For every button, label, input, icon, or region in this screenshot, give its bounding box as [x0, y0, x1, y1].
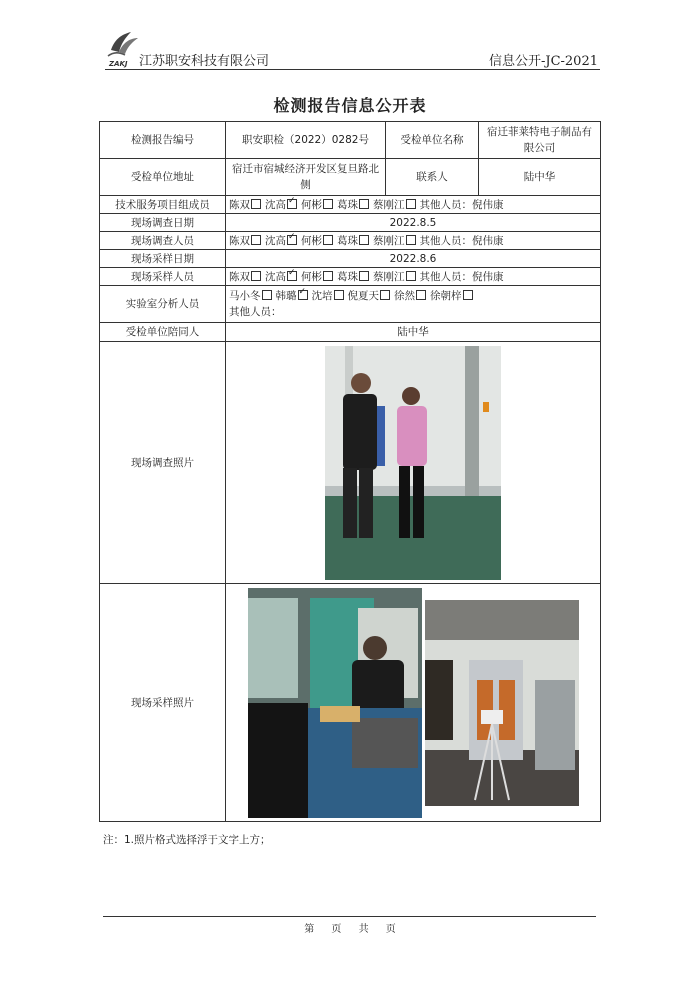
staff-name: 陈双 — [229, 234, 250, 247]
footer-divider — [103, 916, 596, 917]
survey-other: 其他人员：倪伟康 — [419, 234, 504, 247]
page-number: 第 页 共 页 — [304, 924, 396, 935]
survey-date-value: 2022.8.5 — [226, 214, 601, 232]
table-row — [100, 159, 601, 196]
escort-value: 陆中华 — [226, 323, 601, 342]
contact-value: 陆中华 — [479, 159, 601, 196]
table-row — [100, 342, 601, 584]
sampling-other: 其他人员：倪伟康 — [419, 270, 504, 283]
table-row — [100, 286, 601, 323]
sampling-photos — [229, 588, 597, 818]
checked-box-icon — [287, 271, 297, 281]
sampling-photo-2 — [425, 600, 579, 806]
document-number: 信息公开-JC-2021 — [488, 54, 598, 69]
staff-name: 马小冬 — [229, 290, 261, 302]
sampling-photo-1-image — [248, 588, 422, 818]
address-value: 宿迁市宿城经济开发区复旦路北侧 — [226, 159, 386, 196]
staff-name: 蔡刚江 — [373, 198, 405, 211]
checkbox-icon — [323, 199, 333, 209]
staff-name: 葛珠 — [337, 234, 358, 247]
table-row — [100, 268, 601, 286]
checkbox-icon — [323, 271, 333, 281]
sampling-staff-label: 现场采样人员 — [100, 268, 226, 286]
sampling-date-label: 现场采样日期 — [100, 250, 226, 268]
header-divider — [105, 69, 600, 70]
staff-name: 徐然 — [394, 290, 415, 302]
staff-name: 蔡刚江 — [373, 234, 405, 247]
checkbox-icon — [334, 290, 344, 300]
checkbox-icon — [359, 271, 369, 281]
staff-name: 徐朝梓 — [430, 290, 462, 302]
staff-name: 陈双 — [229, 198, 250, 211]
sampling-staff-list — [226, 268, 601, 286]
team-list — [226, 196, 601, 214]
staff-name: 何彬 — [301, 198, 322, 211]
checkbox-icon — [380, 290, 390, 300]
checkbox-icon — [463, 290, 473, 300]
company-logo — [105, 30, 141, 68]
table-row — [100, 584, 601, 822]
staff-name: 沈高 — [265, 198, 286, 211]
checked-box-icon — [287, 235, 297, 245]
staff-name: 韩璐 — [275, 290, 297, 302]
checkbox-icon — [359, 235, 369, 245]
table-row — [100, 232, 601, 250]
checkbox-icon — [251, 235, 261, 245]
company-name: 江苏职安科技有限公司 — [139, 54, 270, 69]
checkbox-icon — [406, 271, 416, 281]
lab-label: 实验室分析人员 — [100, 286, 226, 323]
table-row — [100, 323, 601, 342]
table-row — [100, 196, 601, 214]
staff-name: 何彬 — [301, 234, 322, 247]
checkbox-icon — [416, 290, 426, 300]
logo-text: ZAKJ — [109, 60, 128, 68]
staff-name: 沈高 — [265, 270, 286, 283]
team-label: 技术服务项目组成员 — [100, 196, 226, 214]
staff-name: 葛珠 — [337, 198, 358, 211]
survey-photo-cell — [226, 342, 601, 584]
escort-label: 受检单位陪同人 — [100, 323, 226, 342]
page-header — [105, 30, 600, 72]
checkbox-icon — [406, 199, 416, 209]
table-row — [100, 214, 601, 232]
checkbox-icon — [251, 199, 261, 209]
checked-box-icon — [287, 199, 297, 209]
staff-name: 沈高 — [265, 234, 286, 247]
checkbox-icon — [406, 235, 416, 245]
address-label: 受检单位地址 — [100, 159, 226, 196]
info-table — [99, 121, 601, 822]
report-no-label: 检测报告编号 — [100, 122, 226, 159]
staff-name: 葛珠 — [337, 270, 358, 283]
staff-name: 倪夏天 — [347, 290, 379, 302]
survey-photo-label: 现场调查照片 — [100, 342, 226, 584]
table-row — [100, 250, 601, 268]
survey-staff-list — [226, 232, 601, 250]
staff-name: 陈双 — [229, 270, 250, 283]
checkbox-icon — [359, 199, 369, 209]
checkbox-icon — [262, 290, 272, 300]
checkbox-icon — [251, 271, 261, 281]
staff-name: 沈培 — [311, 290, 333, 302]
sampling-photo-1 — [248, 588, 422, 818]
survey-staff-label: 现场调查人员 — [100, 232, 226, 250]
lab-staff-list — [226, 286, 601, 323]
page-title: 检测报告信息公开表 — [273, 96, 427, 115]
report-no-value: 职安职检（2022）0282号 — [226, 122, 386, 159]
sampling-photo-cell — [226, 584, 601, 822]
footnote: 注：1.照片格式选择浮于文字上方； — [103, 834, 271, 846]
survey-photo-image — [325, 346, 501, 580]
contact-label: 联系人 — [386, 159, 479, 196]
checkbox-icon — [323, 235, 333, 245]
staff-name: 蔡刚江 — [373, 270, 405, 283]
team-other: 其他人员：倪伟康 — [419, 198, 504, 211]
staff-name: 何彬 — [301, 270, 322, 283]
sampling-photo-label: 现场采样照片 — [100, 584, 226, 822]
unit-name-value: 宿迁菲莱特电子制品有限公司 — [479, 122, 601, 159]
survey-photo — [325, 346, 501, 580]
survey-date-label: 现场调查日期 — [100, 214, 226, 232]
sampling-photo-2-image — [425, 600, 579, 806]
lab-other: 其他人员： — [229, 306, 282, 318]
checked-box-icon — [298, 290, 308, 300]
sampling-date-value: 2022.8.6 — [226, 250, 601, 268]
table-row — [100, 122, 601, 159]
unit-name-label: 受检单位名称 — [386, 122, 479, 159]
